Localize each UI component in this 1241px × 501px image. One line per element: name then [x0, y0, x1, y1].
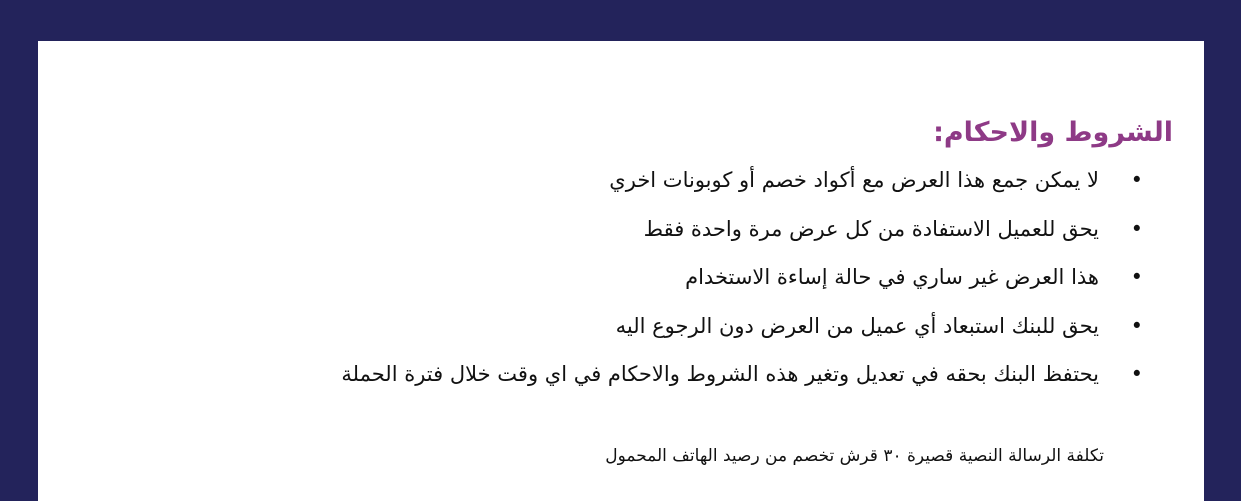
- terms-heading: الشروط والاحكام:: [933, 117, 1173, 148]
- bullet-icon: •: [1130, 362, 1143, 386]
- list-item: [341, 306, 1166, 355]
- term-text: يحتفظ البنك بحقه في تعديل وتغير هذه الشروط والاحكام في اي وقت خلال فترة الحملة: [341, 362, 1099, 386]
- list-item: [341, 354, 1166, 403]
- bullet-icon: •: [1130, 265, 1143, 289]
- list-item: [341, 257, 1166, 306]
- term-text: لا يمكن جمع هذا العرض مع أكواد خصم أو كوبونات اخري: [609, 168, 1099, 192]
- list-item: [341, 209, 1166, 258]
- list-item: [341, 160, 1166, 209]
- term-text: يحق للعميل الاستفادة من كل عرض مرة واحدة فقط: [643, 216, 1099, 241]
- bullet-icon: •: [1130, 313, 1143, 338]
- term-text: يحق للبنك استبعاد أي عميل من العرض دون الرجوع اليه: [615, 313, 1099, 338]
- bullet-icon: •: [1130, 168, 1143, 192]
- term-text: هذا العرض غير ساري في حالة إساءة الاستخدام: [685, 265, 1099, 289]
- terms-card: [38, 41, 1204, 501]
- sms-cost-note: تكلفة الرسالة النصية قصيرة ٣٠ قرش تخصم من رصيد الهاتف المحمول: [605, 446, 1104, 466]
- terms-list: [341, 160, 1166, 403]
- bullet-icon: •: [1130, 216, 1143, 241]
